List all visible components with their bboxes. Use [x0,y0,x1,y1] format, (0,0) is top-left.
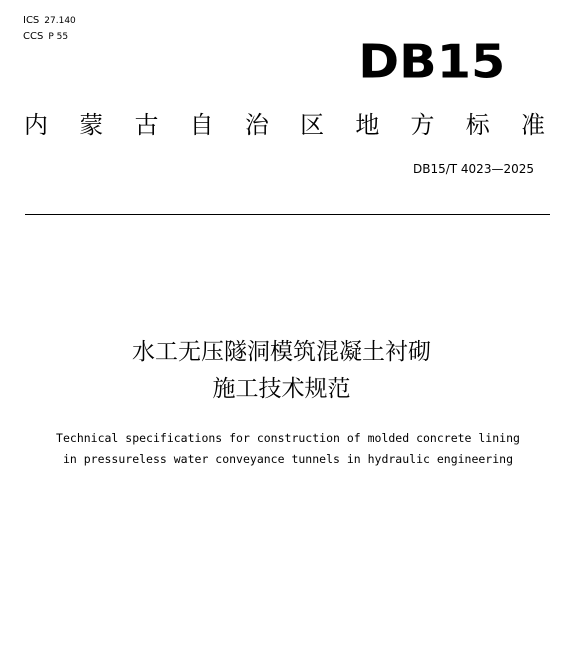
chinese-title [0,334,563,408]
department-char: 蒙 [79,111,104,139]
department-char: 内 [24,111,48,139]
ics-label: ICS [23,15,40,26]
ccs-label: CCS [23,31,44,42]
standard-mark-text: DB15 [357,35,505,90]
ics-code [23,13,76,29]
standard-mark [357,35,505,90]
department-char: 方 [410,111,435,139]
classification-codes [23,13,76,45]
department-char: 标 [465,111,490,139]
english-title-line-2: in pressureless water conveyance tunnels in hydraulic engineering [62,452,514,466]
ccs-value: P 55 [48,32,69,42]
chinese-title-line-1: 水工无压隧洞模筑混凝土衬砌 [132,339,431,365]
chinese-title-line-2: 施工技术规范 [212,376,351,402]
english-title-line-1: Technical specifications for construction of molded concrete lining [56,431,520,445]
document-number: DB15/T 4023—2025 [412,162,534,176]
issuing-department [24,110,545,140]
ccs-code [23,29,76,45]
ics-value: 27.140 [44,16,76,26]
department-char: 古 [134,111,159,139]
department-char: 自 [189,111,214,139]
department-char: 准 [520,111,545,139]
department-char: 地 [355,111,380,139]
english-title [0,428,563,470]
department-char: 区 [300,111,325,139]
department-char: 治 [244,111,269,139]
header-divider [25,214,550,215]
